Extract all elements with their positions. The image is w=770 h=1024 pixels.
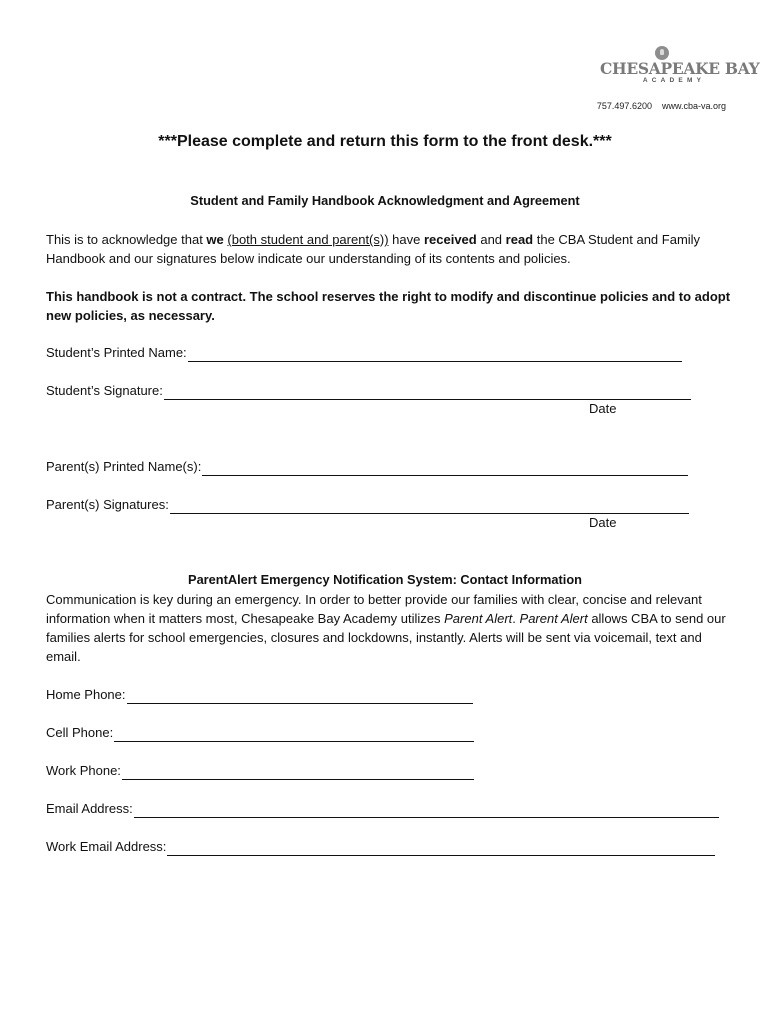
parent-printed-names-field[interactable] [46,457,688,476]
parentalert-text-a: Communication is key during an emergency. In order to better provide our families with clear, concise and relevant information when it matters most, Chesapeake Bay Academy utilizes [46,592,702,626]
chesapeake-bay-academy-logo [600,46,760,86]
parentalert-text-c: allows CBA to send our families alerts for school emergencies, closures and lockdowns, instantly. Alerts will be sent via voicemail, text and email. [46,611,726,664]
email-address-field[interactable] [46,799,719,818]
parent-printed-names-line[interactable] [202,461,688,476]
ack-text-we: we [206,232,224,247]
logo-emblem-icon [655,46,669,60]
ack-text-received: received [423,232,477,247]
parent-signatures-label: Parent(s) Signatures: [46,497,169,512]
ack-text-read: read [505,232,534,247]
student-printed-name-label: Student’s Printed Name: [46,345,187,360]
ack-text-and: and [476,232,506,247]
ack-text-prefix: This is to acknowledge that [46,232,207,247]
ack-text-who: (both student and parent(s)) [227,232,389,247]
work-email-address-field[interactable] [46,837,715,856]
email-address-label: Email Address: [46,801,133,816]
work-phone-label: Work Phone: [46,763,121,778]
phone-number: 757.497.6200 [596,101,652,111]
work-email-address-label: Work Email Address: [46,839,167,854]
parent-signatures-line[interactable] [170,499,689,514]
website: www.cba-va.org [661,101,726,111]
home-phone-line[interactable] [127,689,473,704]
parentalert-text-b: . [512,611,520,626]
parentalert-paragraph [46,590,736,666]
contact-info [597,101,726,111]
logo-name: CHESAPEAKE BAY [600,59,760,78]
parent-signatures-field[interactable] [46,495,689,514]
student-signature-line[interactable] [164,385,691,400]
cell-phone-line[interactable] [114,727,474,742]
ack-text-suffix: the CBA Student and Family Handbook and our signatures below indicate our understanding of its contents and policies. [46,232,701,266]
parentalert-title: ParentAlert Emergency Notification System: Contact Information [188,572,582,587]
parentalert-term-1: Parent Alert [444,611,513,626]
student-signature-label: Student’s Signature: [46,383,163,398]
return-notice: ***Please complete and return this form to the front desk.*** [158,133,612,150]
acknowledgment-paragraph [46,230,746,268]
parent-date-label: Date [589,515,617,530]
work-phone-line[interactable] [122,765,474,780]
handbook-title: Student and Family Handbook Acknowledgment and Agreement [190,193,580,208]
cell-phone-label: Cell Phone: [46,725,114,740]
student-signature-field[interactable] [46,381,691,400]
logo-subtitle: ACADEMY [642,77,706,84]
student-printed-name-line[interactable] [188,347,682,362]
home-phone-label: Home Phone: [46,687,126,702]
home-phone-field[interactable] [46,685,473,704]
work-phone-field[interactable] [46,761,474,780]
not-a-contract-paragraph: This handbook is not a contract. The school reserves the right to modify and discontinue policies and to adopt new policies, as necessary. [46,289,731,323]
student-printed-name-field[interactable] [46,343,682,362]
cell-phone-field[interactable] [46,723,474,742]
email-address-line[interactable] [134,803,719,818]
parentalert-term-2: Parent Alert [519,611,588,626]
student-date-label: Date [589,401,617,416]
work-email-address-line[interactable] [167,841,715,856]
ack-text-mid: have [388,232,424,247]
parent-printed-names-label: Parent(s) Printed Name(s): [46,459,202,474]
